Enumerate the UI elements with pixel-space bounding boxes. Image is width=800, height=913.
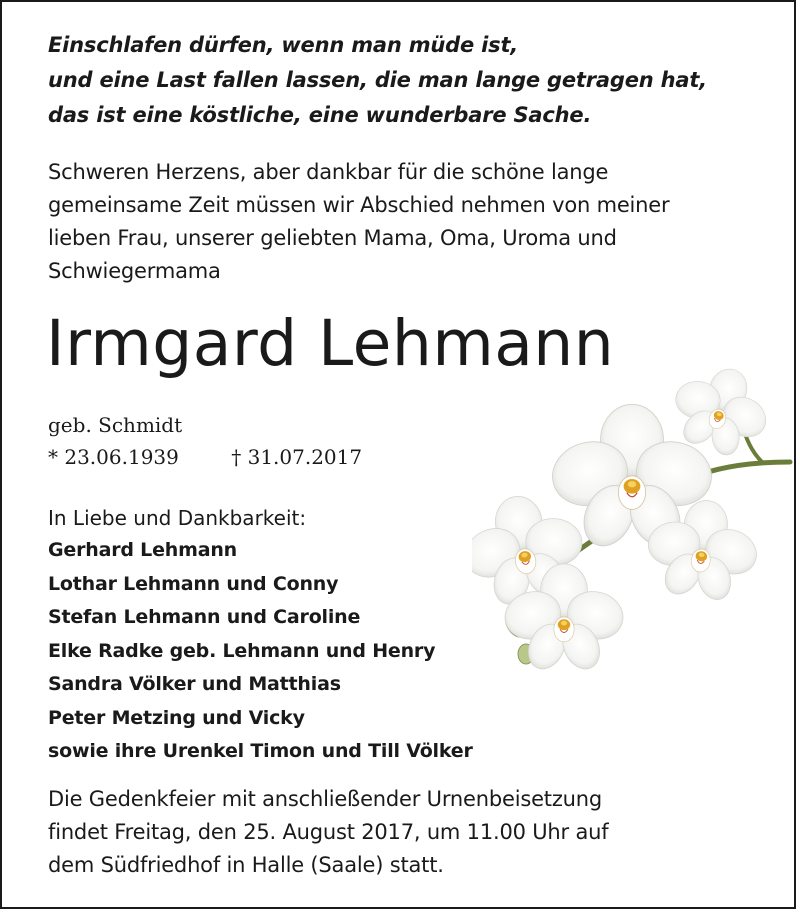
mourner-name: Elke Radke geb. Lehmann und Henry	[48, 639, 436, 662]
mourner-name: Stefan Lehmann und Caroline	[48, 606, 361, 628]
ceremony-line: dem Südfriedhof in Halle (Saale) statt.	[48, 853, 444, 877]
mourner-name: Sandra Völker und Matthias	[48, 673, 341, 695]
ceremony-line: Die Gedenkfeier mit anschließender Urnenbeisetzung	[48, 787, 602, 811]
mourner-name: Peter Metzing und Vicky	[48, 706, 305, 729]
life-dates	[48, 442, 362, 472]
death-date: † 31.07.2017	[231, 445, 363, 469]
mourners-label: In Liebe und Dankbarkeit:	[48, 506, 307, 530]
white-orchid-icon	[472, 362, 800, 682]
poem-quote	[48, 28, 768, 133]
mourner-name: Gerhard Lehmann	[48, 539, 237, 561]
mourners-list	[48, 534, 473, 769]
intro-line: Schwiegermama	[48, 259, 221, 283]
intro-line: lieben Frau, unserer geliebten Mama, Oma, Uroma und	[48, 226, 617, 250]
mourner-name: sowie ihre Urenkel Timon und Till Völker	[48, 740, 473, 762]
ceremony-text	[48, 783, 768, 882]
birth-name: geb. Schmidt	[48, 413, 183, 437]
intro-text	[48, 156, 768, 288]
intro-line: Schweren Herzens, aber dankbar für die schöne lange	[48, 160, 609, 184]
mourner-name: Lothar Lehmann und Conny	[48, 572, 339, 595]
quote-line: das ist eine köstliche, eine wunderbare Sache.	[48, 103, 592, 127]
quote-line: Einschlafen dürfen, wenn man müde ist,	[48, 33, 519, 57]
intro-line: gemeinsame Zeit müssen wir Abschied nehmen von meiner	[48, 193, 670, 217]
deceased-name: Irmgard Lehmann	[46, 307, 615, 380]
birth-date: * 23.06.1939	[48, 445, 179, 469]
quote-line: und eine Last fallen lassen, die man lange getragen hat,	[48, 68, 707, 92]
ceremony-line: findet Freitag, den 25. August 2017, um 11.00 Uhr auf	[48, 820, 609, 844]
